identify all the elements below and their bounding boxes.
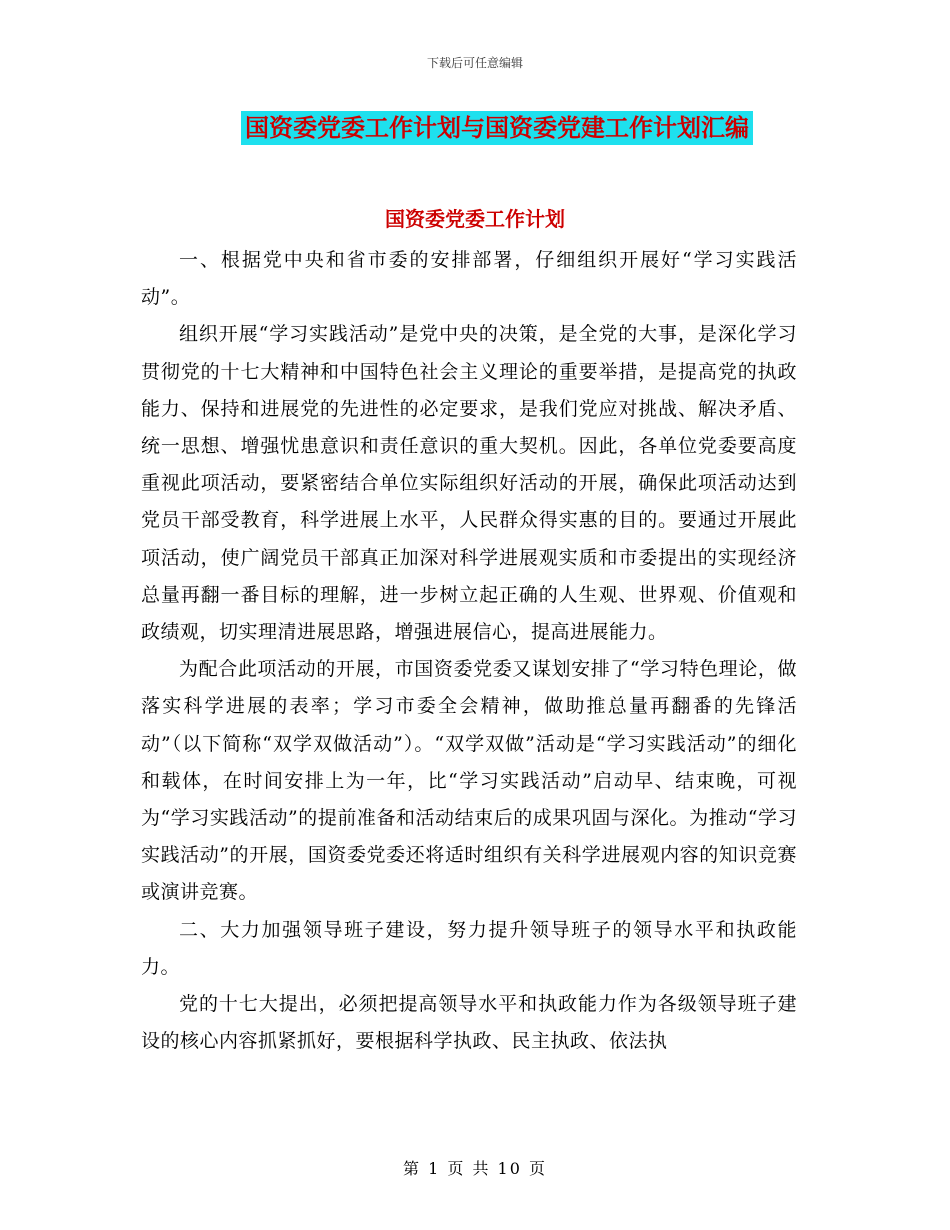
page-number-footer: 第 1 页 共 10 页 bbox=[403, 1159, 547, 1178]
section-title: 国资委党委工作计划 bbox=[385, 207, 565, 231]
header-note: 下载后可任意编辑 bbox=[426, 56, 523, 70]
document-title-text: 国资委党委工作计划与国资委党建工作计划汇编 bbox=[241, 111, 753, 145]
paragraph: 为配合此项活动的开展，市国资委党委又谋划安排了“学习特色理论，做落实科学进展的表率；学习市委全会精神，做助推总量再翻番的先锋活动”（以下简称“双学双做活动”）。“双学双做”活动是“学习实践活动”的细化和载体，在时间安排上为一年，比“学习实践活动”启动早、结束晚，可视为“学习实践活动”的提前准备和活动结束后的成果巩固与深化。为推动“学习实践活动”的开展，国资委党委还将适时组织有关科学进展观内容的知识竞赛或演讲竞赛。 bbox=[141, 658, 797, 904]
paragraph: 党的十七大提出，必须把提高领导水平和执政能力作为各级领导班子建设的核心内容抓紧抓好，要根据科学执政、民主执政、依法执 bbox=[141, 993, 797, 1053]
paragraph: 一、根据党中央和省市委的安排部署，仔细组织开展好“学习实践活动”。 bbox=[141, 249, 797, 309]
document-title bbox=[0, 111, 950, 145]
paragraph: 组织开展“学习实践活动”是党中央的决策，是全党的大事，是深化学习贯彻党的十七大精神和中国特色社会主义理论的重要举措，是提高党的执政能力、保持和进展党的先进性的必定要求，是我们党应对挑战、解决矛盾、统一思想、增强忧患意识和责任意识的重大契机。因此，各单位党委要高度重视此项活动，要紧密结合单位实际组织好活动的开展，确保此项活动达到党员干部受教育，科学进展上水平，人民群众得实惠的目的。要通过开展此项活动，使广阔党员干部真正加深对科学进展观实质和市委提出的实现经济总量再翻一番目标的理解，进一步树立起正确的人生观、世界观、价值观和政绩观，切实理清进展思路，增强进展信心，提高进展能力。 bbox=[141, 323, 797, 644]
paragraph: 二、大力加强领导班子建设，努力提升领导班子的领导水平和执政能力。 bbox=[141, 918, 797, 978]
document-body bbox=[141, 242, 797, 1060]
